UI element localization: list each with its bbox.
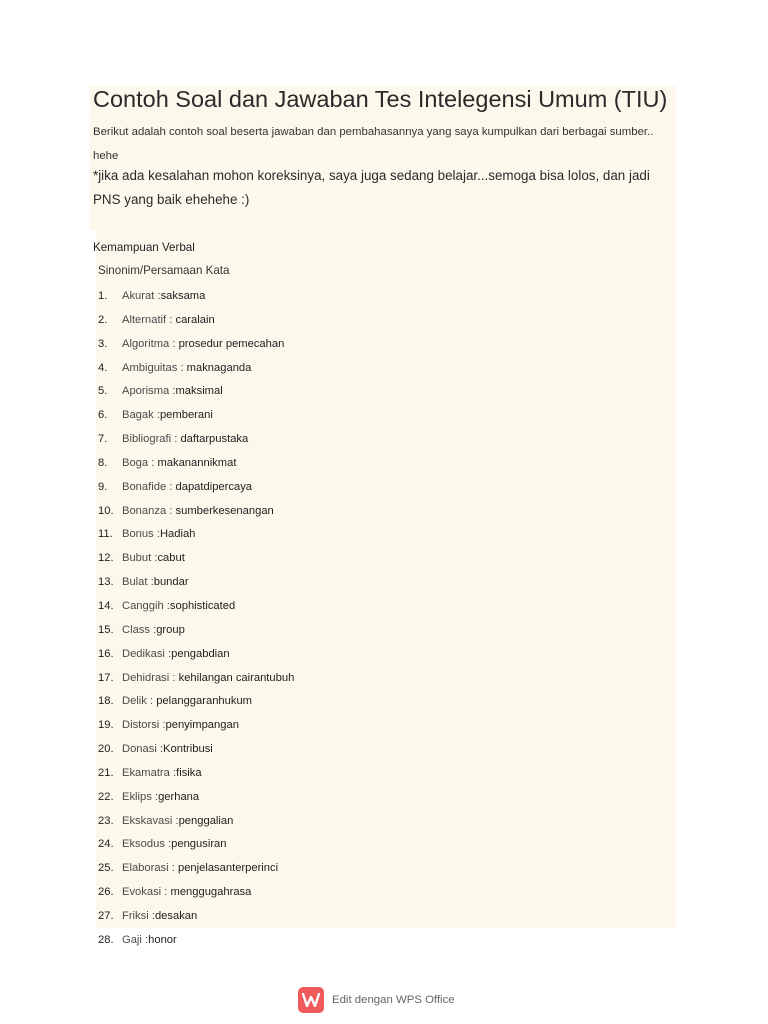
item-term: Alternatif :: [122, 313, 176, 326]
item-word: [122, 334, 284, 354]
item-word: [122, 787, 199, 807]
item-number: 10.: [98, 504, 114, 517]
item-number: 26.: [98, 886, 114, 899]
item-number: 7.: [98, 433, 108, 446]
footer-text: Edit dengan WPS Office: [332, 994, 455, 1006]
item-synonym: Kontribusi: [163, 743, 213, 756]
item-number: 20.: [98, 743, 114, 756]
item-word: [122, 381, 223, 401]
item-synonym: bundar: [153, 576, 189, 589]
item-number: 13.: [98, 576, 114, 589]
item-synonym: caralain: [175, 313, 215, 326]
item-number: 16.: [98, 647, 114, 660]
item-number: 21.: [98, 766, 114, 779]
wps-office-icon: [298, 987, 324, 1013]
item-term: Delik :: [122, 695, 157, 708]
item-synonym: saksama: [160, 290, 206, 302]
item-word: [122, 358, 251, 378]
item-term: Distorsi :: [122, 719, 166, 732]
item-word: [122, 405, 213, 425]
item-term: Eksodus :: [122, 838, 172, 851]
item-synonym: sophisticated: [169, 599, 236, 612]
item-synonym: prosedur pemecahan: [178, 337, 285, 350]
item-synonym: maknaganda: [186, 361, 252, 374]
item-synonym: penyimpangan: [165, 719, 239, 732]
item-synonym: penggalian: [178, 814, 234, 827]
item-term: Dehidrasi :: [122, 671, 179, 684]
item-term: Donasi :: [122, 743, 164, 756]
item-term: Ekskavasi :: [122, 814, 179, 827]
item-word: [122, 715, 239, 735]
item-word: [122, 620, 185, 640]
item-term: Canggih :: [122, 599, 170, 612]
item-term: Akurat :: [122, 290, 161, 302]
item-number: 15.: [98, 623, 114, 636]
item-synonym: desakan: [154, 909, 198, 922]
item-word: [122, 834, 227, 854]
item-word: [122, 501, 274, 521]
item-synonym: pengabdian: [171, 647, 230, 660]
item-term: Elaborasi :: [122, 862, 178, 875]
item-term: Eklips :: [122, 790, 159, 803]
item-word: [122, 524, 195, 544]
item-word: [122, 644, 230, 664]
item-synonym: penjelasanterperinci: [177, 862, 279, 875]
item-number: 18.: [98, 695, 114, 708]
item-word: [122, 548, 185, 568]
item-number: 6.: [98, 409, 108, 422]
page-title: Contoh Soal dan Jawaban Tes Intelegensi Umum (TIU): [93, 86, 668, 112]
item-term: Ekamatra :: [122, 766, 177, 779]
item-synonym: group: [156, 623, 185, 636]
item-number: 28.: [98, 933, 114, 946]
item-word: [122, 763, 202, 783]
item-term: Bulat :: [122, 576, 154, 589]
item-number: 22.: [98, 790, 114, 803]
item-term: Dedikasi :: [122, 647, 172, 660]
item-synonym: cabut: [157, 552, 185, 565]
item-term: Friksi :: [122, 909, 155, 922]
item-number: 14.: [98, 599, 114, 612]
item-term: Boga :: [122, 456, 158, 469]
item-number: 25.: [98, 862, 114, 875]
item-synonym: maksimal: [175, 385, 223, 398]
item-word: [122, 906, 197, 926]
item-word: [122, 477, 252, 497]
subsection-heading: Sinonim/Persamaan Kata: [98, 264, 230, 277]
item-word: [122, 310, 215, 330]
item-synonym: pemberani: [159, 409, 213, 422]
item-number: 27.: [98, 909, 114, 922]
item-word: [122, 572, 189, 592]
wps-footer[interactable]: [298, 987, 455, 1013]
item-word: [122, 668, 294, 688]
item-term: Bonafide :: [122, 480, 176, 493]
item-word: [122, 858, 278, 878]
item-synonym: daftarpustaka: [180, 433, 249, 446]
item-number: 24.: [98, 838, 114, 851]
item-word: [122, 882, 251, 902]
item-number: 17.: [98, 671, 114, 684]
item-synonym: honor: [148, 933, 177, 946]
item-synonym: fisika: [176, 766, 202, 779]
item-word: [122, 429, 248, 449]
item-number: 19.: [98, 719, 114, 732]
item-synonym: pengusiran: [171, 838, 227, 851]
item-number: 8.: [98, 456, 108, 469]
item-number: 23.: [98, 814, 114, 827]
item-number: 12.: [98, 552, 114, 565]
item-number: 2.: [98, 313, 108, 326]
item-number: 5.: [98, 385, 108, 398]
intro-paragraph: Berikut adalah contoh soal beserta jawaban dan pembahasannya yang saya kumpulkan dari berbagai sumber.. hehe: [93, 126, 654, 162]
item-word: [122, 930, 177, 950]
item-number: 11.: [98, 528, 113, 541]
item-term: Ambiguitas :: [122, 361, 187, 374]
item-synonym: menggugahrasa: [170, 886, 252, 899]
item-word: [122, 453, 236, 473]
item-term: Bonanza :: [122, 504, 176, 517]
note-paragraph: *jika ada kesalahan mohon koreksinya, saya juga sedang belajar...semoga bisa lolos, dan jadi PNS yang baik ehehehe :): [93, 168, 650, 207]
item-number: 1.: [98, 290, 108, 302]
item-synonym: Hadiah: [159, 528, 196, 541]
item-word: [122, 596, 235, 616]
item-word: [122, 286, 205, 306]
item-term: Bibliografi :: [122, 433, 181, 446]
item-number: 3.: [98, 337, 108, 350]
item-number: 4.: [98, 361, 108, 374]
item-word: [122, 739, 213, 759]
item-term: Bonus :: [122, 528, 160, 541]
section-heading: Kemampuan Verbal: [93, 241, 195, 254]
item-synonym: kehilangan cairantubuh: [178, 671, 295, 684]
item-synonym: sumberkesenangan: [175, 504, 274, 517]
item-term: Class :: [122, 623, 157, 636]
item-term: Evokasi :: [122, 886, 171, 899]
item-term: Gaji :: [122, 933, 149, 946]
item-word: [122, 691, 252, 711]
item-number: 9.: [98, 480, 108, 493]
item-word: [122, 811, 233, 831]
item-term: Bubut :: [122, 552, 158, 565]
item-synonym: makanannikmat: [157, 456, 237, 469]
item-term: Algoritma :: [122, 337, 179, 350]
item-synonym: dapatdipercaya: [175, 480, 253, 493]
item-term: Aporisma :: [122, 385, 176, 398]
item-term: Bagak :: [122, 409, 160, 422]
item-synonym: gerhana: [158, 790, 200, 803]
item-synonym: pelanggaranhukum: [156, 695, 252, 708]
